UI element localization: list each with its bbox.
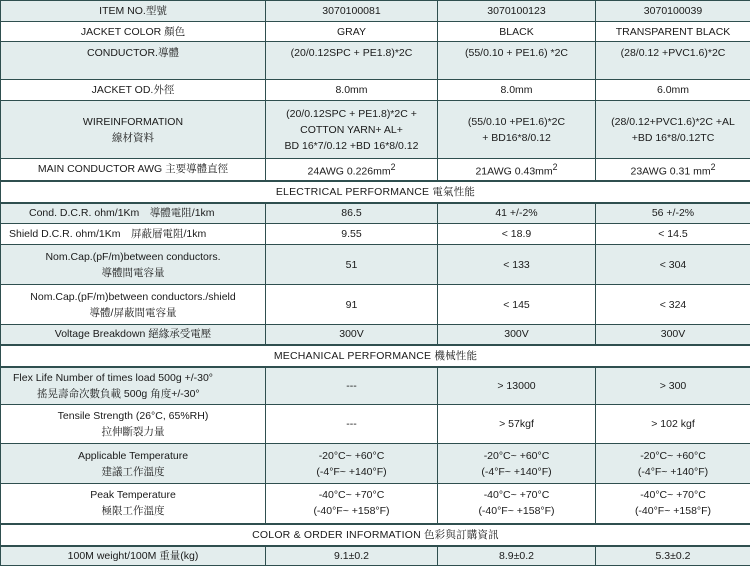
- applicable-temp-3-c: -20°C~ +60°C: [640, 449, 706, 462]
- peak-temp-3-f: (-40°F~ +158°F): [634, 505, 712, 518]
- wire-info-1: [266, 101, 438, 159]
- awg-3-value: 23AWG 0.31 mm: [630, 165, 711, 178]
- wire-info-1-line1: (20/0.12SPC + PE1.8)*2C +: [286, 107, 417, 120]
- applicable-temp-1-c: -20°C~ +60°C: [318, 449, 385, 462]
- cap-conductors-1: 51: [266, 245, 438, 285]
- cap-conductors-row: [1, 245, 750, 285]
- peak-temp-2: [438, 484, 596, 524]
- wire-info-2-line2: + BD16*8/0.12: [482, 131, 551, 144]
- jacket-color-row: [1, 22, 750, 42]
- item-number-2: 3070100123: [438, 1, 596, 22]
- flex-life-label-en: Flex Life Number of times load 500g +/-30°: [13, 371, 214, 384]
- cap-shield-label: [1, 285, 266, 325]
- awg-1-value: 24AWG 0.226mm: [307, 165, 391, 178]
- wire-info-row: [1, 101, 750, 159]
- applicable-temp-1-f: (-4°F~ +140°F): [316, 465, 387, 478]
- tensile-label: [1, 405, 266, 444]
- cap-shield-label-zh: 導體/屏蔽間電容量: [89, 306, 177, 319]
- peak-temp-label: [1, 484, 266, 524]
- peak-temp-2-c: -40°C~ +70°C: [483, 489, 550, 502]
- wire-info-2-line1: (55/0.10 +PE1.6)*2C: [467, 115, 566, 128]
- peak-temp-label-zh: 極限工作溫度: [101, 505, 165, 518]
- jacket-color-2: BLACK: [438, 22, 596, 42]
- wire-info-3: [596, 101, 750, 159]
- tensile-row: [1, 405, 750, 444]
- item-number-1: 3070100081: [266, 1, 438, 22]
- wire-info-2: [438, 101, 596, 159]
- shield-dcr-row: [1, 224, 750, 245]
- cap-shield-label-en: Nom.Cap.(pF/m)between conductors./shield: [30, 290, 236, 303]
- weight-3: 5.3±0.2: [596, 546, 750, 566]
- wire-info-label-en: WIREINFORMATION: [82, 115, 184, 128]
- wire-info-label: [1, 101, 266, 159]
- peak-temp-label-en: Peak Temperature: [90, 489, 176, 502]
- applicable-temp-3: [596, 444, 750, 484]
- dcr-1: 86.5: [266, 203, 438, 224]
- dcr-3: 56 +/-2%: [596, 203, 750, 224]
- awg-2-value: 21AWG 0.43mm: [475, 165, 553, 178]
- awg-label: MAIN CONDUCTOR AWG 主要導體直徑: [1, 159, 266, 181]
- jacket-color-label: JACKET COLOR 顏色: [1, 22, 266, 42]
- electrical-section-title: ELECTRICAL PERFORMANCE 電氣性能: [1, 181, 750, 203]
- awg-1: [266, 159, 438, 181]
- jacket-od-row: [1, 80, 750, 101]
- jacket-color-1: GRAY: [266, 22, 438, 42]
- jacket-od-label: JACKET OD.外徑: [1, 80, 266, 101]
- dcr-row: [1, 203, 750, 224]
- peak-temp-3-c: -40°C~ +70°C: [640, 489, 706, 502]
- wire-info-3-line2: +BD 16*8/0.12TC: [631, 131, 715, 144]
- applicable-temp-label-zh: 建議工作溫度: [101, 465, 165, 478]
- wire-info-1-line2: COTTON YARN+ AL+: [300, 123, 403, 136]
- dcr-label: Cond. D.C.R. ohm/1Km 導體電阻/1km: [1, 203, 266, 224]
- awg-3-sup: 2: [710, 162, 716, 172]
- wire-info-1-line3: BD 16*7/0.12 +BD 16*8/0.12: [284, 139, 419, 152]
- wire-info-3-line1: (28/0.12+PVC1.6)*2C +AL: [611, 115, 735, 128]
- cap-conductors-3: < 304: [596, 245, 750, 285]
- flex-life-label-zh: 搖晃壽命次數負載 500g 角度+/-30°: [37, 387, 200, 400]
- awg-3: [596, 159, 750, 181]
- item-number-3: 3070100039: [596, 1, 750, 22]
- dcr-2: 41 +/-2%: [438, 203, 596, 224]
- applicable-temp-2-c: -20°C~ +60°C: [483, 449, 550, 462]
- shield-dcr-2: < 18.9: [438, 224, 596, 245]
- color-order-section-title: COLOR & ORDER INFORMATION 色彩與訂購資訊: [1, 524, 750, 546]
- shield-dcr-3: < 14.5: [596, 224, 750, 245]
- peak-temp-3: [596, 484, 750, 524]
- applicable-temp-3-f: (-4°F~ +140°F): [637, 465, 709, 478]
- applicable-temp-row: [1, 444, 750, 484]
- wire-info-label-zh: 線材資料: [112, 131, 154, 144]
- cap-shield-row: [1, 285, 750, 325]
- item-number-row: [1, 1, 750, 22]
- jacket-color-3: TRANSPARENT BLACK: [596, 22, 750, 42]
- applicable-temp-label-en: Applicable Temperature: [77, 449, 189, 462]
- cap-shield-1: 91: [266, 285, 438, 325]
- cap-conductors-label: [1, 245, 266, 285]
- jacket-od-2: 8.0mm: [438, 80, 596, 101]
- weight-row: [1, 546, 750, 566]
- applicable-temp-label: [1, 444, 266, 484]
- tensile-label-zh: 拉伸斷裂力量: [101, 426, 165, 438]
- tensile-1: ---: [266, 405, 438, 444]
- jacket-od-3: 6.0mm: [596, 80, 750, 101]
- shield-dcr-label: Shield D.C.R. ohm/1Km 屏蔽層電阻/1km: [1, 224, 266, 245]
- cap-conductors-label-zh: 導體間電容量: [101, 266, 165, 279]
- jacket-od-1: 8.0mm: [266, 80, 438, 101]
- mechanical-section-title: MECHANICAL PERFORMANCE 機械性能: [1, 345, 750, 367]
- awg-2-sup: 2: [552, 162, 558, 172]
- flex-life-2: > 13000: [438, 367, 596, 405]
- conductor-row: [1, 42, 750, 80]
- color-order-section-row: [1, 524, 750, 546]
- peak-temp-2-f: (-40°F~ +158°F): [478, 505, 555, 518]
- flex-life-row: [1, 367, 750, 405]
- awg-row: [1, 159, 750, 181]
- voltage-1: 300V: [266, 325, 438, 345]
- conductor-3: (28/0.12 +PVC1.6)*2C: [596, 42, 750, 80]
- conductor-label: CONDUCTOR.導體: [1, 42, 266, 80]
- tensile-3: > 102 kgf: [596, 405, 750, 444]
- voltage-row: [1, 325, 750, 345]
- cap-conductors-label-en: Nom.Cap.(pF/m)between conductors.: [45, 250, 221, 263]
- applicable-temp-2-f: (-4°F~ +140°F): [481, 465, 552, 478]
- voltage-3: 300V: [596, 325, 750, 345]
- item-number-label: ITEM NO.型號: [1, 1, 266, 22]
- peak-temp-1: [266, 484, 438, 524]
- conductor-1: (20/0.12SPC + PE1.8)*2C: [266, 42, 438, 80]
- flex-life-1: ---: [266, 367, 438, 405]
- mechanical-section-row: [1, 345, 750, 367]
- voltage-2: 300V: [438, 325, 596, 345]
- flex-life-label: [1, 367, 266, 405]
- awg-2: [438, 159, 596, 181]
- cap-shield-3: < 324: [596, 285, 750, 325]
- applicable-temp-2: [438, 444, 596, 484]
- voltage-label: Voltage Breakdown 絕緣承受電壓: [1, 325, 266, 345]
- cap-shield-2: < 145: [438, 285, 596, 325]
- peak-temp-1-f: (-40°F~ +158°F): [313, 505, 390, 518]
- tensile-2: > 57kgf: [438, 405, 596, 444]
- flex-life-3: > 300: [596, 367, 750, 405]
- electrical-section-row: [1, 181, 750, 203]
- cap-conductors-2: < 133: [438, 245, 596, 285]
- shield-dcr-1: 9.55: [266, 224, 438, 245]
- weight-1: 9.1±0.2: [266, 546, 438, 566]
- conductor-2: (55/0.10 + PE1.6) *2C: [438, 42, 596, 80]
- peak-temp-row: [1, 484, 750, 524]
- weight-label: 100M weight/100M 重量(kg): [1, 546, 266, 566]
- applicable-temp-1: [266, 444, 438, 484]
- tensile-label-en: Tensile Strength (26°C, 65%RH): [57, 410, 209, 422]
- peak-temp-1-c: -40°C~ +70°C: [318, 489, 385, 502]
- awg-1-sup: 2: [390, 162, 396, 172]
- weight-2: 8.9±0.2: [438, 546, 596, 566]
